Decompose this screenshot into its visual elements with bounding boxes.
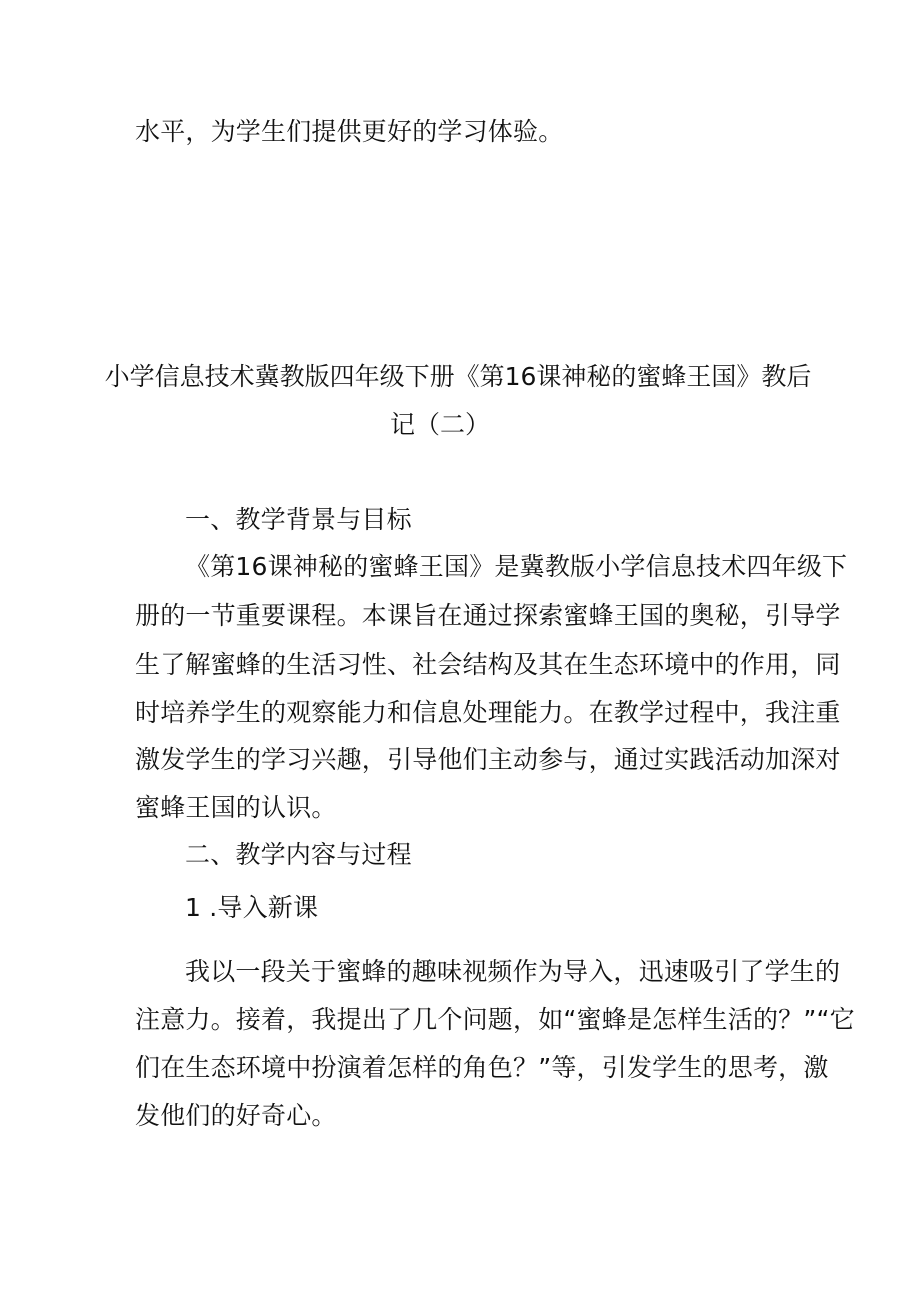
paragraph-line: 生了解蜜蜂的生活习性、社会结构及其在生态环境中的作用，同 bbox=[135, 650, 841, 679]
paragraph-line: 时培养学生的观察能力和信息处理能力。在教学过程中，我注重 bbox=[135, 698, 841, 727]
paragraph-line: 蜜蜂王国的认识。 bbox=[135, 793, 337, 822]
paragraph-line: 《第16课神秘的蜜蜂王国》是冀教版小学信息技术四年级下 bbox=[185, 552, 848, 581]
paragraph-line: 激发学生的学习兴趣，引导他们主动参与，通过实践活动加深对 bbox=[135, 745, 841, 774]
document-title-line-2: 记（二） bbox=[389, 410, 490, 439]
paragraph-line: 们在生态环境中扮演着怎样的角色？”等，引发学生的思考，激 bbox=[135, 1053, 829, 1082]
paragraph-line: 发他们的好奇心。 bbox=[135, 1101, 337, 1130]
section-heading-content: 二、教学内容与过程 bbox=[185, 840, 412, 869]
section-heading-background: 一、教学背景与目标 bbox=[185, 505, 412, 534]
subsection-heading: 1 .导入新课 bbox=[185, 893, 319, 922]
document-title-line-1: 小学信息技术冀教版四年级下册《第16课神秘的蜜蜂王国》教后 bbox=[104, 362, 812, 391]
paragraph-line: 我以一段关于蜜蜂的趣味视频作为导入，迅速吸引了学生的 bbox=[185, 957, 841, 986]
previous-paragraph-tail: 水平，为学生们提供更好的学习体验。 bbox=[135, 117, 564, 146]
paragraph-line: 册的一节重要课程。本课旨在通过探索蜜蜂王国的奥秘，引导学 bbox=[135, 601, 841, 630]
paragraph-line: 注意力。接着，我提出了几个问题，如“蜜蜂是怎样生活的？”“它 bbox=[135, 1005, 855, 1034]
